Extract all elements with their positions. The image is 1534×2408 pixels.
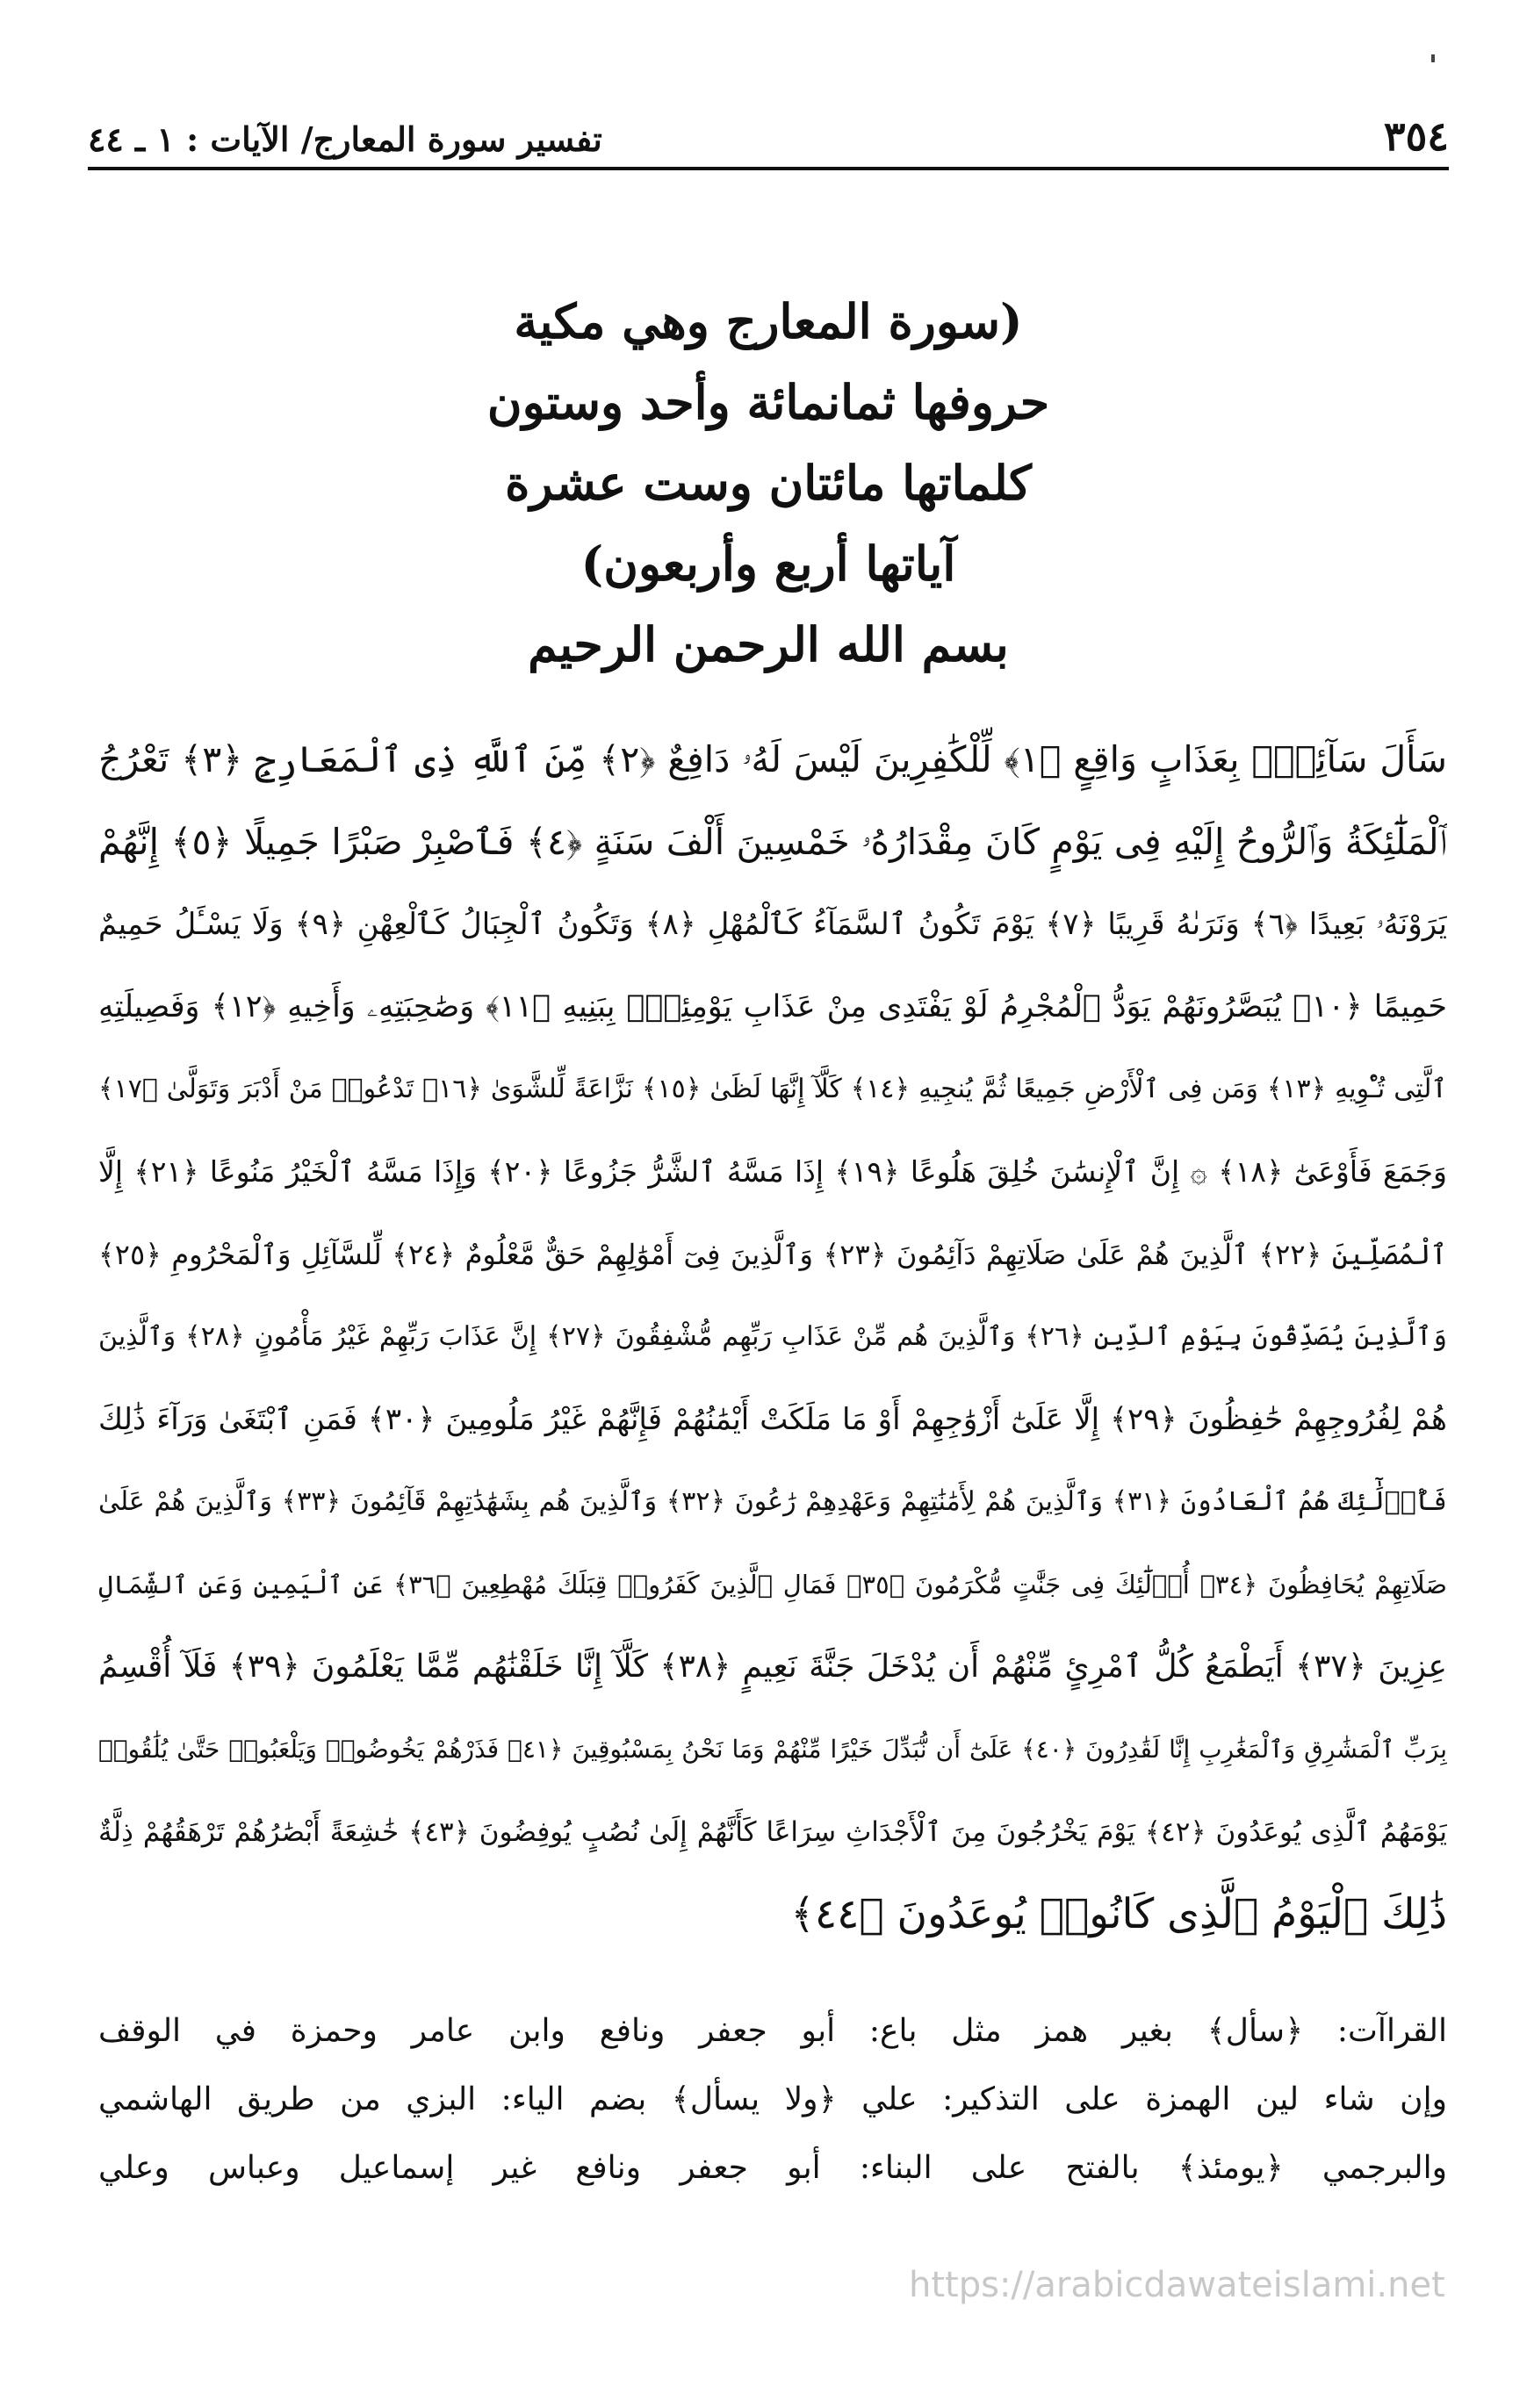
readings-notes bbox=[98, 1997, 1447, 2203]
quran-verses bbox=[98, 718, 1447, 1956]
basmala: بسم الله الرحمن الرحيم bbox=[528, 616, 1009, 672]
page-header bbox=[88, 104, 1449, 160]
verse-line: سَأَلَ سَآئِلُۢ بِعَذَابٍ وَاقِعٍ ﴿١﴾ لِّلْكَٰفِرِينَ لَيْسَ لَهُۥ دَافِعٌ ﴿٢﴾ مِّنَ ٱللَّهِ ذِى ٱلْمَعَارِجِ ﴿٣﴾ تَعْرُجُ bbox=[98, 738, 1447, 780]
intro-line: حروفها ثمانمائة وأحد وستون bbox=[486, 374, 1050, 430]
verse-line: وَجَمَعَ فَأَوْعَىٰٓ ﴿١٨﴾ ۞ إِنَّ ٱلْإِنسَٰنَ خُلِقَ هَلُوعًا ﴿١٩﴾ إِذَا مَسَّهُ ٱلشَّرُّ جَزُوعًا ﴿٢٠﴾ وَإِذَا مَسَّهُ ٱلْخَيْرُ مَنُوعًا ﴿٢١﴾ إِلَّا bbox=[98, 1154, 1447, 1189]
verse-line: ٱلَّتِى تُـْٔوِيهِ ﴿١٣﴾ وَمَن فِى ٱلْأَرْضِ جَمِيعًا ثُمَّ يُنجِيهِ ﴿١٤﴾ كَلَّآ إِنَّهَا لَظَىٰ ﴿١٥﴾ نَزَّاعَةً لِّلشَّوَىٰ ﴿١٦﴾ تَدْعُوا۟ مَنْ أَدْبَرَ وَتَوَلَّىٰ ﴿١٧﴾ bbox=[98, 1074, 1447, 1104]
verse-line: وَٱلَّذِينَ يُصَدِّقُونَ بِيَوْمِ ٱلدِّينِ ﴿٢٦﴾ وَٱلَّذِينَ هُم مِّنْ عَذَابِ رَبِّهِم مُّشْفِقُونَ ﴿٢٧﴾ إِنَّ عَذَابَ رَبِّهِمْ غَيْرُ مَأْمُونٍ ﴿٢٨﴾ وَٱلَّذِينَ bbox=[98, 1321, 1447, 1352]
note-line: القراآت: ﴿سأل﴾ بغير همز مثل باع: أبو جعفر ونافع وابن عامر وحمزة في الوقف bbox=[98, 2013, 1447, 2049]
verse-line: يَوْمَهُمُ ٱلَّذِى يُوعَدُونَ ﴿٤٢﴾ يَوْمَ يَخْرُجُونَ مِنَ ٱلْأَجْدَاثِ سِرَاعًا كَأَنَّهُمْ إِلَىٰ نُصُبٍ يُوفِضُونَ ﴿٤٣﴾ خَٰشِعَةً أَبْصَٰرُهُمْ تَرْهَقُهُمْ ذِلَّةٌ bbox=[98, 1816, 1447, 1848]
corner-mark bbox=[1431, 54, 1435, 62]
header-rule bbox=[88, 167, 1449, 170]
verse-line: عِزِينَ ﴿٣٧﴾ أَيَطْمَعُ كُلُّ ٱمْرِئٍ مِّنْهُمْ أَن يُدْخَلَ جَنَّةَ نَعِيمٍ ﴿٣٨﴾ كَلَّآ إِنَّا خَلَقْنَٰهُم مِّمَّا يَعْلَمُونَ ﴿٣٩﴾ فَلَآ أُقْسِمُ bbox=[98, 1649, 1447, 1685]
note-line: والبرجمي ﴿يومئذ﴾ بالفتح على البناء: أبو جعفر ونافع غير إسماعيل وعباس وعلي bbox=[98, 2150, 1447, 2186]
verse-line: ٱلْمَلَٰٓئِكَةُ وَٱلرُّوحُ إِلَيْهِ فِى يَوْمٍ كَانَ مِقْدَارُهُۥ خَمْسِينَ أَلْفَ سَنَةٍ ﴿٤﴾ فَٱصْبِرْ صَبْرًا جَمِيلًا ﴿٥﴾ إِنَّهُمْ bbox=[98, 821, 1447, 863]
verse-line: ٱلْمُصَلِّينَ ﴿٢٢﴾ ٱلَّذِينَ هُمْ عَلَىٰ صَلَاتِهِمْ دَآئِمُونَ ﴿٢٣﴾ وَٱلَّذِينَ فِىٓ أَمْوَٰلِهِمْ حَقٌّ مَّعْلُومٌ ﴿٢٤﴾ لِّلسَّآئِلِ وَٱلْمَحْرُومِ ﴿٢٥﴾ bbox=[98, 1238, 1447, 1271]
running-title: تفسير سورة المعارج/ الآيات : ١ ـ ٤٤ bbox=[88, 119, 602, 159]
intro-line: (سورة المعارج وهي مكية bbox=[514, 293, 1023, 349]
watermark-url: https://arabicdawateislami.net bbox=[909, 2265, 1445, 2305]
note-line: وإن شاء لين الهمزة على التذكير: علي ﴿ولا يسأل﴾ بضم الياء: البزي من طريق الهاشمي bbox=[98, 2081, 1447, 2117]
intro-line: كلماتها مائتان وست عشرة bbox=[505, 455, 1032, 511]
surah-intro bbox=[263, 281, 1273, 685]
verse-line: فَأُو۟لَٰٓئِكَ هُمُ ٱلْعَادُونَ ﴿٣١﴾ وَٱلَّذِينَ هُمْ لِأَمَٰنَٰتِهِمْ وَعَهْدِهِمْ رَٰعُونَ ﴿٣٢﴾ وَٱلَّذِينَ هُم بِشَهَٰدَٰتِهِمْ قَآئِمُونَ ﴿٣٣﴾ وَٱلَّذِينَ هُمْ عَلَىٰ bbox=[98, 1486, 1447, 1517]
verse-line: حَمِيمًا ﴿١٠﴾ يُبَصَّرُونَهُمْ يَوَدُّ ٱلْمُجْرِمُ لَوْ يَفْتَدِى مِنْ عَذَابِ يَوْمِئِذٍۭ بِبَنِيهِ ﴿١١﴾ وَصَٰحِبَتِهِۦ وَأَخِيهِ ﴿١٢﴾ وَفَصِيلَتِهِ bbox=[98, 989, 1447, 1024]
intro-line: آياتها أربع وأربعون) bbox=[580, 536, 956, 592]
verse-line: ذَٰلِكَ ٱلْيَوْمُ ٱلَّذِى كَانُوا۟ يُوعَدُونَ ﴿٤٤﴾ bbox=[790, 1890, 1447, 1938]
verse-line: بِرَبِّ ٱلْمَشَٰرِقِ وَٱلْمَغَٰرِبِ إِنَّا لَقَٰدِرُونَ ﴿٤٠﴾ عَلَىٰٓ أَن نُّبَدِّلَ خَيْرًا مِّنْهُمْ وَمَا نَحْنُ بِمَسْبُوقِينَ ﴿٤١﴾ فَذَرْهُمْ يَخُوضُوا۟ وَيَلْعَبُوا۟ حَتَّىٰ يُلَٰقُوا۟ bbox=[98, 1735, 1447, 1764]
verse-line: يَرَوْنَهُۥ بَعِيدًا ﴿٦﴾ وَنَرَىٰهُ قَرِيبًا ﴿٧﴾ يَوْمَ تَكُونُ ٱلسَّمَآءُ كَٱلْمُهْلِ ﴿٨﴾ وَتَكُونُ ٱلْجِبَالُ كَٱلْعِهْنِ ﴿٩﴾ وَلَا يَسْـَٔلُ حَمِيمٌ bbox=[98, 907, 1447, 942]
verse-line: هُمْ لِفُرُوجِهِمْ حَٰفِظُونَ ﴿٢٩﴾ إِلَّا عَلَىٰٓ أَزْوَٰجِهِمْ أَوْ مَا مَلَكَتْ أَيْمَٰنُهُمْ فَإِنَّهُمْ غَيْرُ مَلُومِينَ ﴿٣٠﴾ فَمَنِ ٱبْتَغَىٰ وَرَآءَ ذَٰلِكَ bbox=[98, 1402, 1447, 1437]
verse-line: صَلَاتِهِمْ يُحَافِظُونَ ﴿٣٤﴾ أُو۟لَٰٓئِكَ فِى جَنَّٰتٍ مُّكْرَمُونَ ﴿٣٥﴾ فَمَالِ ٱلَّذِينَ كَفَرُوا۟ قِبَلَكَ مُهْطِعِينَ ﴿٣٦﴾ عَنِ ٱلْيَمِينِ وَعَنِ ٱلشِّمَالِ bbox=[98, 1570, 1447, 1599]
page-number: ٣٥٤ bbox=[1383, 112, 1449, 160]
